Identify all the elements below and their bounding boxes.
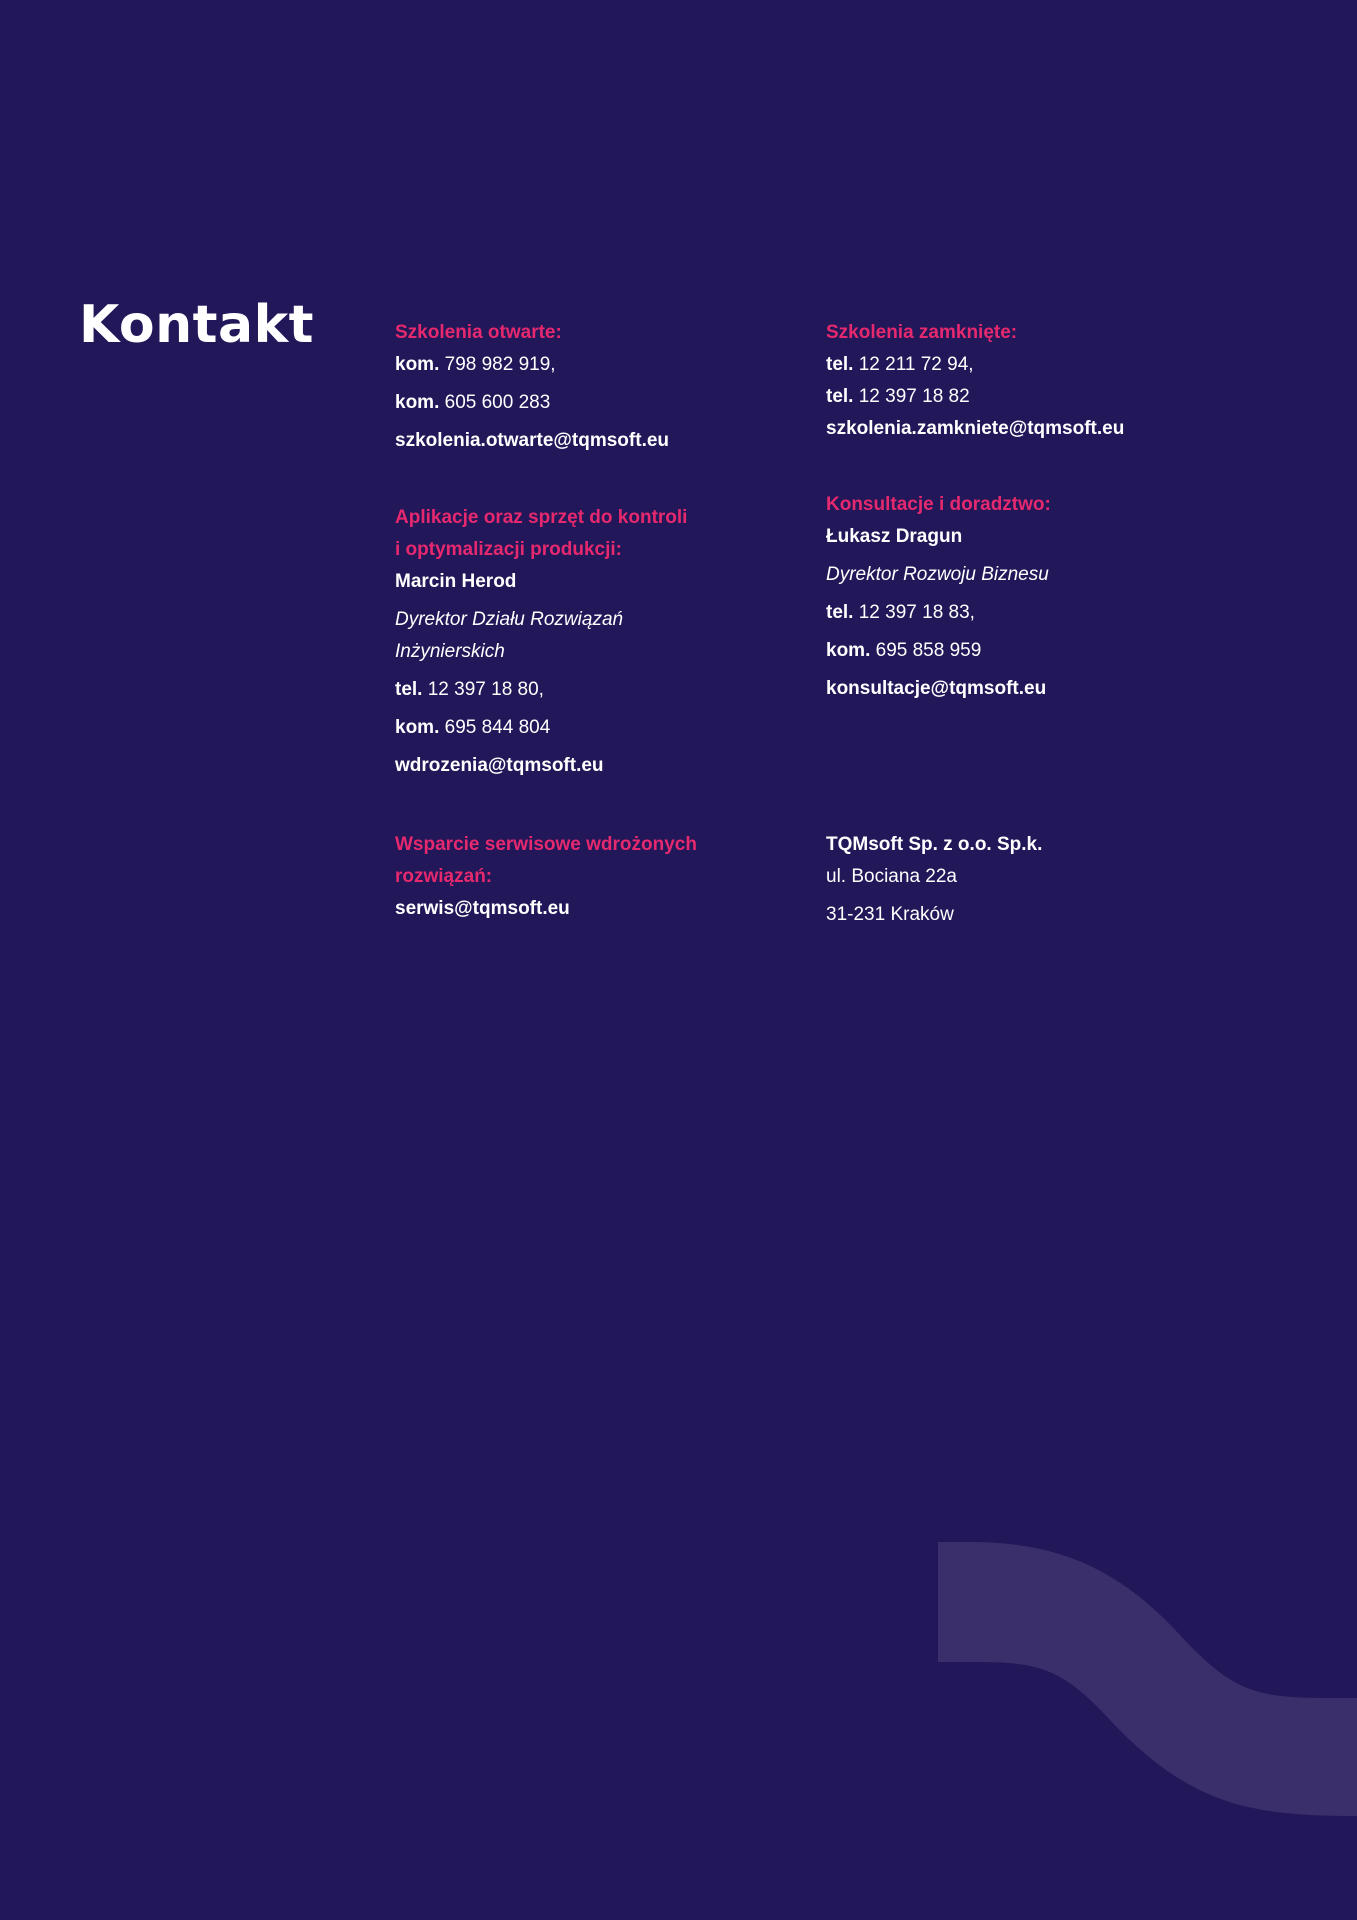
support-heading-line-2: rozwiązań: [395, 866, 493, 887]
support-heading-line-1: Wsparcie serwisowe wdrożonych [395, 834, 697, 855]
consulting-phone-2 [826, 635, 1051, 667]
company-name: TQMsoft Sp. z o.o. Sp.k. [826, 834, 1043, 855]
phone-number: 12 211 72 94, [853, 354, 974, 375]
phone-number: 12 397 18 82 [853, 386, 970, 407]
open-trainings-heading: Szkolenia otwarte: [395, 322, 562, 343]
open-trainings-phone-1 [395, 349, 669, 381]
phone-label: tel. [826, 354, 854, 375]
closed-trainings-email-link[interactable]: szkolenia.zamkniete@tqmsoft.eu [826, 418, 1125, 439]
phone-label: tel. [395, 679, 423, 700]
company-city: 31-231 Kraków [826, 904, 954, 925]
wave-shape-path [938, 1542, 1357, 1816]
phone-number: 695 858 959 [870, 640, 982, 661]
support-section [395, 829, 725, 925]
closed-trainings-phone-2 [826, 381, 1124, 413]
phone-label: kom. [826, 640, 871, 661]
page-title: Kontakt [79, 295, 315, 355]
phone-label: kom. [395, 392, 440, 413]
closed-trainings-phone-1 [826, 349, 1124, 381]
apps-phone-1 [395, 674, 725, 706]
phone-label: kom. [395, 717, 440, 738]
consulting-email-link[interactable]: konsultacje@tqmsoft.eu [826, 678, 1047, 699]
apps-contact-role-line-1: Dyrektor Działu Rozwiązań [395, 609, 624, 630]
open-trainings-section [395, 317, 669, 457]
phone-number: 12 397 18 80, [422, 679, 544, 700]
open-trainings-email-link[interactable]: szkolenia.otwarte@tqmsoft.eu [395, 430, 670, 451]
apps-contact-role-line-2: Inżynierskich [395, 641, 505, 662]
consulting-section [826, 489, 1051, 705]
company-street: ul. Bociana 22a [826, 866, 957, 887]
consulting-contact-name: Łukasz Dragun [826, 526, 963, 547]
phone-label: tel. [826, 386, 854, 407]
consulting-phone-1 [826, 597, 1051, 629]
phone-label: kom. [395, 354, 440, 375]
closed-trainings-heading: Szkolenia zamknięte: [826, 322, 1018, 343]
support-email-link[interactable]: serwis@tqmsoft.eu [395, 898, 570, 919]
apps-heading-line-2: i optymalizacji produkcji: [395, 539, 622, 560]
closed-trainings-section [826, 317, 1124, 445]
phone-number: 12 397 18 83, [853, 602, 975, 623]
phone-number: 695 844 804 [439, 717, 551, 738]
open-trainings-phone-2 [395, 387, 669, 419]
phone-number: 798 982 919, [439, 354, 556, 375]
company-section [826, 829, 1042, 931]
phone-label: tel. [826, 602, 854, 623]
apps-heading-line-1: Aplikacje oraz sprzęt do kontroli [395, 507, 688, 528]
consulting-contact-role: Dyrektor Rozwoju Biznesu [826, 564, 1049, 585]
apps-section [395, 502, 725, 782]
consulting-heading: Konsultacje i doradztwo: [826, 494, 1051, 515]
apps-contact-name: Marcin Herod [395, 571, 517, 592]
apps-phone-2 [395, 712, 725, 744]
apps-email-link[interactable]: wdrozenia@tqmsoft.eu [395, 755, 604, 776]
phone-number: 605 600 283 [439, 392, 551, 413]
